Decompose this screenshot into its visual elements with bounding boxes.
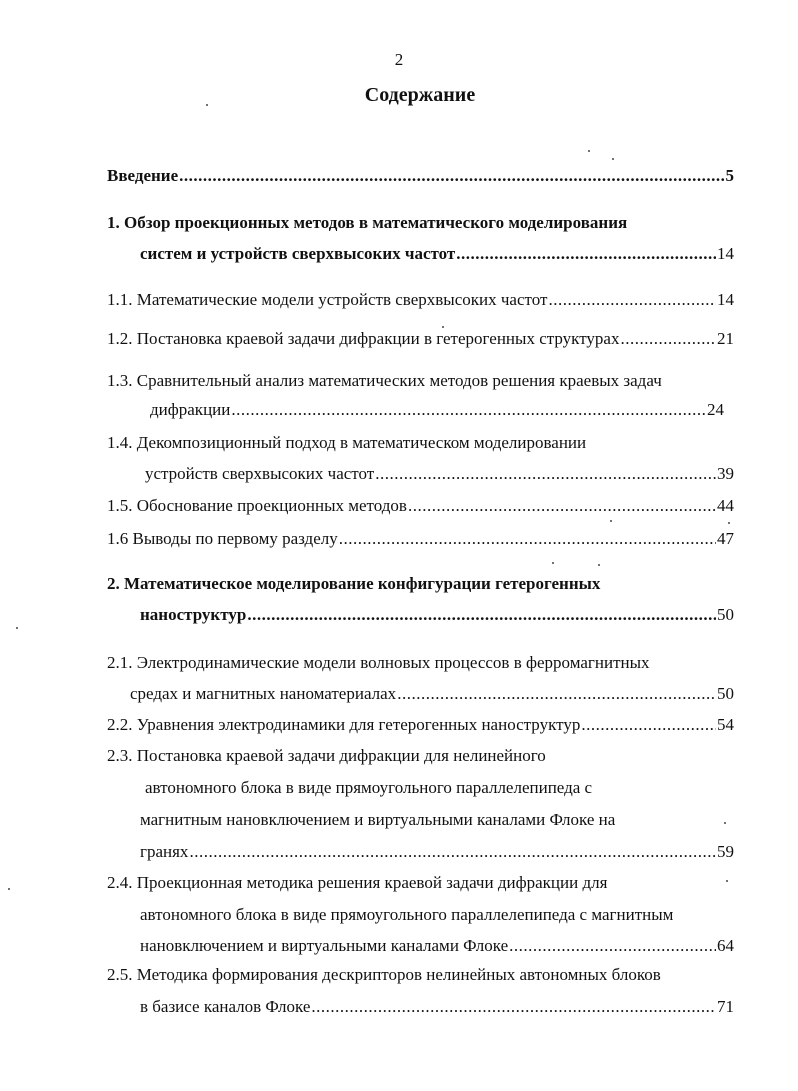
toc-entry-page: 59 <box>717 842 734 861</box>
scan-speck <box>16 627 18 629</box>
toc-entry-page: 50 <box>717 605 734 624</box>
scan-speck <box>598 564 600 566</box>
toc-entry-page: 71 <box>717 997 734 1016</box>
toc-entry-page: 24 <box>707 400 724 419</box>
toc-section-2 <box>140 604 734 626</box>
toc-entry-1-2 <box>107 328 734 350</box>
toc-entry-text: наноструктур <box>140 605 247 624</box>
toc-entry-page: 21 <box>717 329 734 348</box>
toc-leader-dots <box>548 289 716 311</box>
toc-leader-dots <box>456 243 716 265</box>
toc-leader-dots <box>408 495 716 517</box>
toc-leader-dots <box>247 604 716 626</box>
toc-leader-dots <box>179 165 724 187</box>
scan-speck <box>724 822 726 824</box>
scan-speck <box>726 880 728 882</box>
toc-entry-text: 1.5. Обоснование проекционных методов <box>107 496 407 515</box>
toc-entry-1-4-line1: 1.4. Декомпозиционный подход в математическом моделировании <box>107 433 587 452</box>
scan-speck <box>442 326 444 328</box>
toc-entry-page: 39 <box>717 464 734 483</box>
toc-entry-2-5-line1: 2.5. Методика формирования дескрипторов нелинейных автономных блоков <box>107 965 661 984</box>
toc-section-1-line1: 1. Обзор проекционных методов в математического моделирования <box>107 213 628 232</box>
scan-speck <box>206 104 208 106</box>
scan-speck <box>612 158 614 160</box>
toc-entry-1-3-line1: 1.3. Сравнительный анализ математических методов решения краевых задач <box>107 371 662 390</box>
toc-entry-2-3-line1: 2.3. Постановка краевой задачи дифракции для нелинейного <box>107 746 546 765</box>
page-title: Содержание <box>364 84 476 106</box>
toc-entry-2-4 <box>140 935 734 957</box>
page-number: 2 <box>394 50 404 69</box>
toc-entry-1-1 <box>107 289 734 311</box>
toc-entry-1-5 <box>107 495 734 517</box>
toc-entry-1-6 <box>107 528 734 550</box>
toc-entry-intro <box>107 165 734 187</box>
toc-entry-text: средах и магнитных наноматериалах <box>130 684 397 703</box>
toc-leader-dots <box>509 935 716 957</box>
toc-entry-page: 44 <box>717 496 734 515</box>
toc-entry-2-4-line1: 2.4. Проекционная методика решения краевой задачи дифракции для <box>107 873 608 892</box>
toc-entry-page: 47 <box>717 529 734 548</box>
toc-entry-text: 1.2. Постановка краевой задачи дифракции в гетерогенных структурах <box>107 329 620 348</box>
toc-entry-2-4-line2: автономного блока в виде прямоугольного параллелепипеда с магнитным <box>140 905 674 924</box>
toc-entry-1-4 <box>145 463 734 485</box>
toc-entry-2-3-line3: магнитным нановключением и виртуальными каналами Флоке на <box>140 810 616 829</box>
toc-entry-text: дифракции <box>150 400 231 419</box>
toc-entry-page: 54 <box>717 715 734 734</box>
toc-entry-page: 14 <box>717 290 734 309</box>
toc-entry-2-3-line2: автономного блока в виде прямоугольного параллелепипеда с <box>145 778 593 797</box>
toc-entry-2-2 <box>107 714 734 736</box>
toc-entry-text: устройств сверхвысоких частот <box>145 464 375 483</box>
scan-speck <box>610 520 612 522</box>
toc-entry-2-3 <box>140 841 734 863</box>
toc-entry-2-1 <box>130 683 734 705</box>
toc-entry-text: гранях <box>140 842 189 861</box>
toc-entry-text: нановключением и виртуальными каналами Флоке <box>140 936 509 955</box>
toc-entry-text: систем и устройств сверхвысоких частот <box>140 244 456 263</box>
toc-entry-text: 2.2. Уравнения электродинамики для гетерогенных наноструктур <box>107 715 581 734</box>
toc-entry-page: 14 <box>717 244 734 263</box>
toc-entry-page: 64 <box>717 936 734 955</box>
toc-leader-dots <box>581 714 716 736</box>
toc-leader-dots <box>620 328 716 350</box>
scan-speck <box>552 562 554 564</box>
toc-entry-page: 50 <box>717 684 734 703</box>
toc-entry-2-5 <box>140 996 734 1018</box>
scan-speck <box>728 522 730 524</box>
toc-entry-text: в базисе каналов Флоке <box>140 997 311 1016</box>
toc-entry-text: 1.6 Выводы по первому разделу <box>107 529 338 548</box>
toc-entry-text: Введение <box>107 166 179 185</box>
toc-leader-dots <box>231 399 706 421</box>
toc-leader-dots <box>189 841 716 863</box>
scan-speck <box>588 150 590 152</box>
toc-leader-dots <box>375 463 716 485</box>
toc-entry-text: 1.1. Математические модели устройств сверхвысоких частот <box>107 290 548 309</box>
toc-entry-2-1-line1: 2.1. Электродинамические модели волновых процессов в ферромагнитных <box>107 653 650 672</box>
toc-section-1 <box>140 243 734 265</box>
toc-entry-1-3 <box>150 399 724 421</box>
toc-leader-dots <box>397 683 716 705</box>
toc-leader-dots <box>311 996 716 1018</box>
toc-leader-dots <box>339 528 716 550</box>
toc-entry-page: 5 <box>725 166 734 185</box>
scan-speck <box>8 888 10 890</box>
toc-section-2-line1: 2. Математическое моделирование конфигурации гетерогенных <box>107 574 601 593</box>
